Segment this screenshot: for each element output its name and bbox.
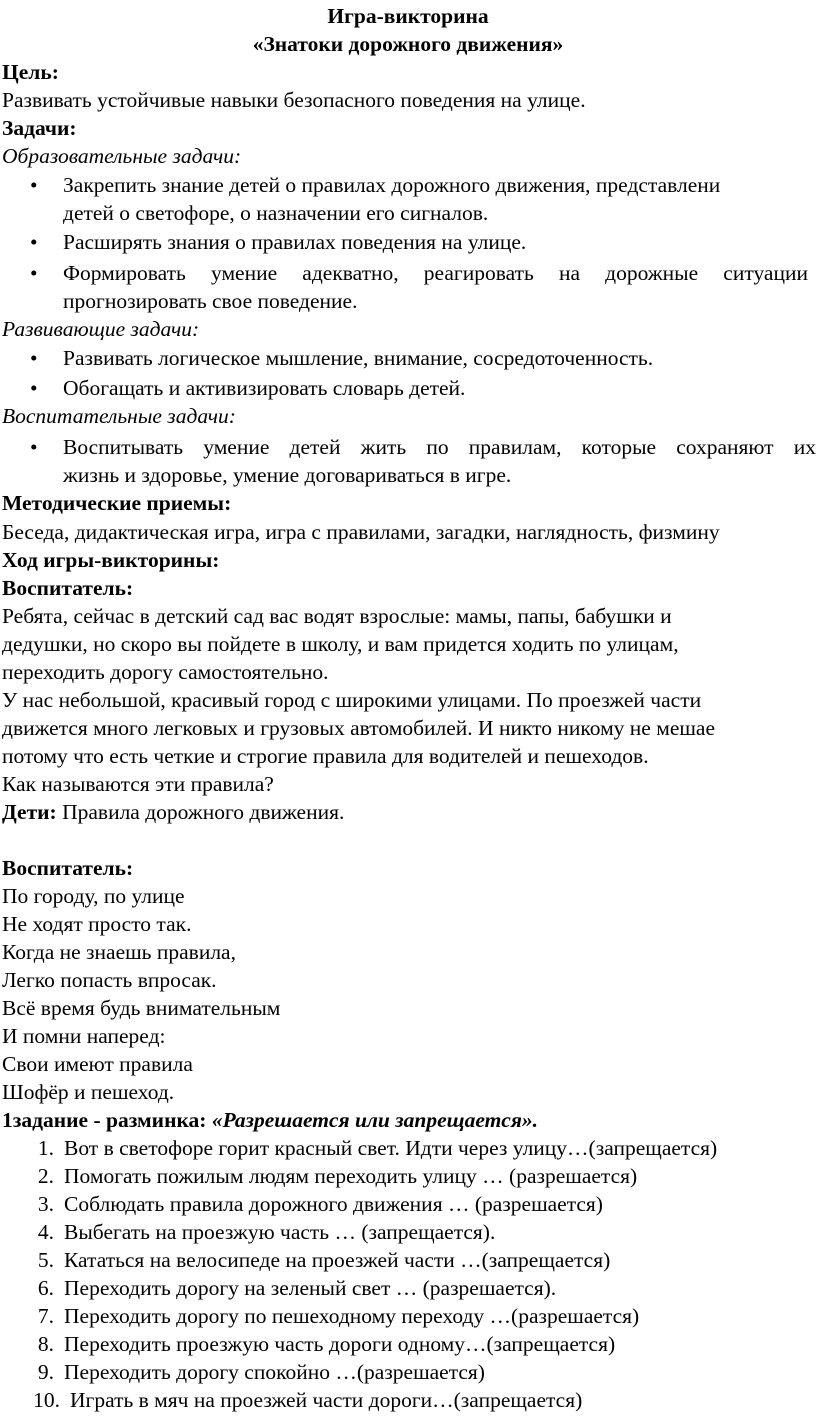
task1-heading xyxy=(2,1106,816,1134)
educational-item-3-line-2: прогнозировать свое поведение. xyxy=(63,289,358,313)
tasks-heading: Задачи: xyxy=(2,116,77,140)
poem-line-5: Всё время будь внимательным xyxy=(2,996,281,1020)
task1-heading-label: 1задание - разминка: xyxy=(2,1108,212,1132)
list-item: Соблюдать правила дорожного движения … (разрешается) xyxy=(64,1192,603,1216)
list-item-number: 3. xyxy=(37,1192,54,1216)
list-item-number: 5. xyxy=(37,1248,54,1272)
list-item-number: 10. xyxy=(33,1388,60,1412)
bullet-marker: • xyxy=(30,173,38,197)
educational-heading: Образовательные задачи: xyxy=(2,144,242,168)
task1-heading-title: «Разрешается или запрещается». xyxy=(211,1108,539,1132)
poem-line-4: Легко попасть впросак. xyxy=(2,968,217,992)
upbringing-heading: Воспитательные задачи: xyxy=(2,404,236,428)
list-item: Переходить дорогу по пешеходному переходу …(разрешается) xyxy=(64,1304,640,1328)
poem-line-3: Когда не знаешь правила, xyxy=(2,940,236,964)
developing-heading: Развивающие задачи: xyxy=(2,317,200,341)
goal-heading: Цель: xyxy=(2,60,59,84)
list-item: Помогать пожилым людям переходить улицу … (разрешается) xyxy=(64,1164,638,1188)
intro-line-2: дедушки, но скоро вы пойдете в школу, и вам придется ходить по улицам, xyxy=(2,632,679,656)
poem-line-2: Не ходят просто так. xyxy=(2,912,192,936)
intro-line-3: переходить дорогу самостоятельно. xyxy=(2,660,329,684)
upbringing-item-1-line-2: жизнь и здоровье, умение договариваться в игре. xyxy=(63,463,512,487)
educational-item-2: Расширять знания о правилах поведения на улице. xyxy=(63,230,527,254)
bullet-marker: • xyxy=(30,346,38,370)
educational-item-1-line-1: Закрепить знание детей о правилах дорожного движения, представлени xyxy=(63,173,721,197)
list-item: Выбегать на проезжую часть … (запрещается). xyxy=(64,1220,496,1244)
intro-line-7: Как называются эти правила? xyxy=(2,772,274,796)
list-item: Играть в мяч на проезжей части дороги…(запрещается) xyxy=(70,1388,583,1412)
bullet-marker: • xyxy=(30,435,38,459)
methods-text: Беседа, дидактическая игра, игра с правилами, загадки, наглядность, физмину xyxy=(2,520,720,544)
intro-line-4: У нас небольшой, красивый город с широкими улицами. По проезжей части xyxy=(2,688,702,712)
poem-line-1: По городу, по улице xyxy=(2,884,185,908)
course-heading: Ход игры-викторины: xyxy=(2,548,220,572)
educational-item-3-line-1: Формировать умение адекватно, реагировать на дорожные ситуации xyxy=(63,261,808,285)
list-item-number: 7. xyxy=(37,1304,54,1328)
bullet-marker: • xyxy=(30,261,38,285)
poem-line-8: Шофёр и пешеход. xyxy=(2,1080,175,1104)
children-answer: Правила дорожного движения. xyxy=(56,800,345,824)
bullet-marker: • xyxy=(30,376,38,400)
list-item-number: 1. xyxy=(37,1136,54,1160)
bullet-marker: • xyxy=(30,230,38,254)
children-label: Дети: xyxy=(2,800,57,824)
developing-item-2: Обогащать и активизировать словарь детей. xyxy=(63,376,466,400)
list-item: Вот в светофоре горит красный свет. Идти через улицу…(запрещается) xyxy=(64,1136,718,1160)
educational-item-1-line-2: детей о светофоре, о назначении его сигналов. xyxy=(63,201,489,225)
list-item: Кататься на велосипеде на проезжей части …(запрещается) xyxy=(64,1248,611,1272)
list-item-number: 8. xyxy=(37,1332,54,1356)
list-item-number: 9. xyxy=(37,1360,54,1384)
intro-line-1: Ребята, сейчас в детский сад вас водят взрослые: мамы, папы, бабушки и xyxy=(2,604,672,628)
teacher-label: Воспитатель: xyxy=(2,576,134,600)
intro-line-6: потому что есть четкие и строгие правила для водителей и пешеходов. xyxy=(2,744,649,768)
teacher-label-2: Воспитатель: xyxy=(2,856,134,880)
upbringing-item-1-line-1: Воспитывать умение детей жить по правилам, которые сохраняют их xyxy=(63,435,816,459)
page-subtitle: «Знатоки дорожного движения» xyxy=(252,32,564,56)
list-item: Переходить дорогу спокойно …(разрешается) xyxy=(64,1360,485,1384)
goal-text: Развивать устойчивые навыки безопасного поведения на улице. xyxy=(2,88,586,112)
list-item-number: 2. xyxy=(37,1164,54,1188)
list-item-number: 4. xyxy=(37,1220,54,1244)
list-item: Переходить проезжую часть дороги одному…(запрещается) xyxy=(64,1332,616,1356)
list-item: Переходить дорогу на зеленый свет … (разрешается). xyxy=(64,1276,557,1300)
methods-heading: Методические приемы: xyxy=(2,491,232,515)
developing-item-1: Развивать логическое мышление, внимание, сосредоточенность. xyxy=(63,346,654,370)
intro-line-5: движется много легковых и грузовых автомобилей. И никто никому не мешае xyxy=(2,716,716,740)
page-title: Игра-викторина xyxy=(327,4,489,28)
children-answer-line xyxy=(2,798,816,826)
poem-line-6: И помни наперед: xyxy=(2,1024,166,1048)
poem-line-7: Свои имеют правила xyxy=(2,1052,193,1076)
list-item-number: 6. xyxy=(37,1276,54,1300)
